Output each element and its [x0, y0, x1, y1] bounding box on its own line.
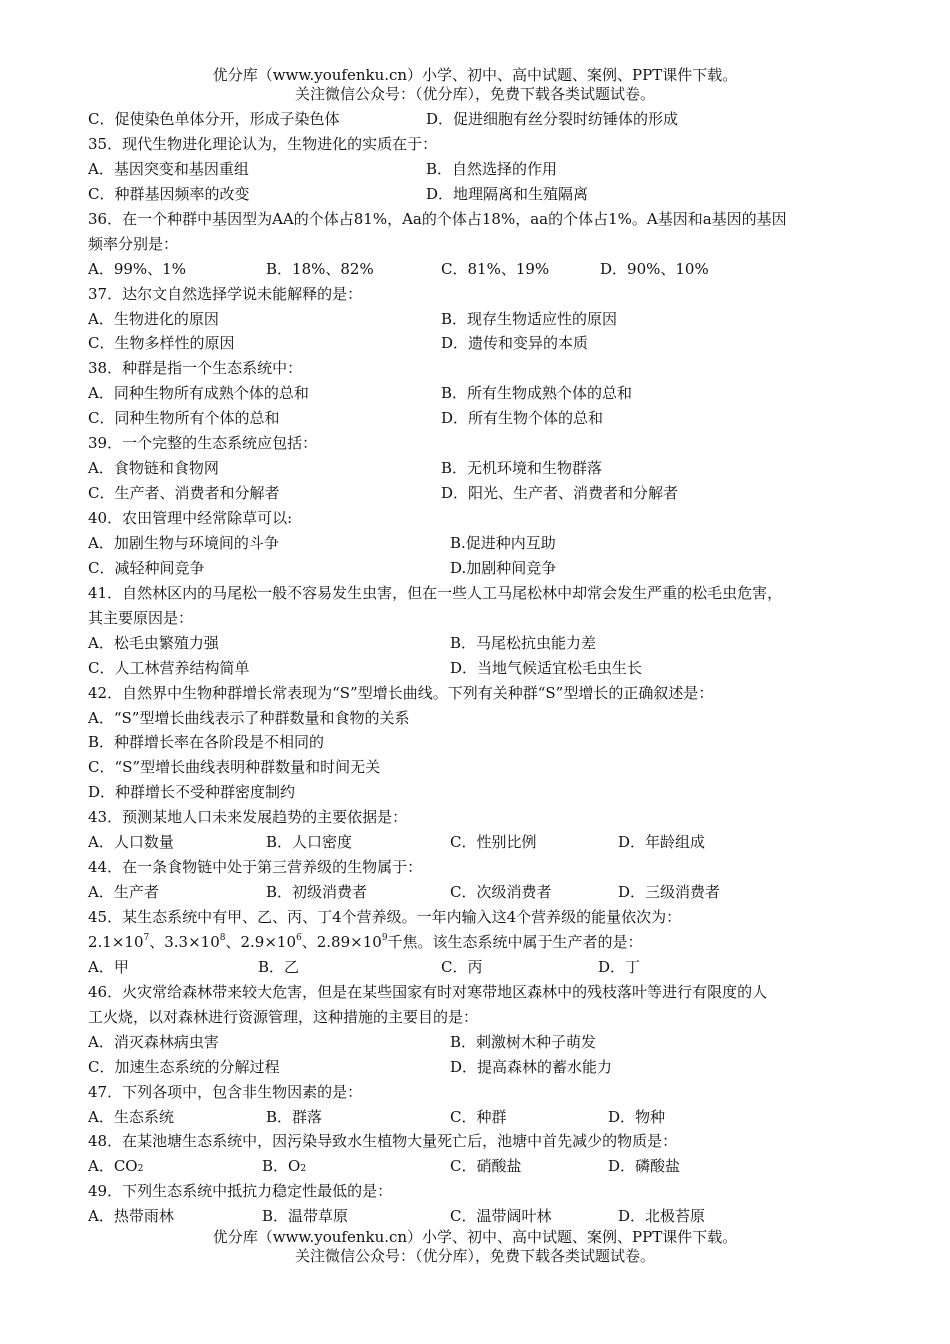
- option-b: B．群落: [266, 1107, 323, 1126]
- footer-line-1: 优分库（www.youfenku.cn）小学、初中、高中试题、案例、PPT课件下载。: [212, 1228, 738, 1246]
- option-d: D．物种: [608, 1107, 666, 1126]
- option-d: D．磷酸盐: [608, 1157, 681, 1176]
- question-stem: 45．某生态系统中有甲、乙、丙、丁4个营养级。一年内输入这4个营养级的能量依次为：: [88, 908, 682, 926]
- option-row: [88, 880, 878, 905]
- option-b: [262, 1154, 306, 1179]
- option-d: D．当地气候适宜松毛虫生长: [450, 658, 643, 677]
- energy-value-4: 、2.89×10: [301, 932, 382, 951]
- option-row: [88, 1105, 878, 1130]
- option-c: C．加速生态系统的分解过程: [88, 1057, 280, 1076]
- option-c: C．81%、19%: [441, 259, 550, 278]
- question-stem: 38．种群是指一个生态系统中：: [88, 359, 303, 378]
- option-row: [88, 656, 878, 681]
- option-c: C．种群: [450, 1107, 507, 1126]
- option-b: B．温带草原: [262, 1207, 349, 1226]
- option-row: [88, 556, 878, 581]
- option-a: A．加剧生物与环境间的斗争: [88, 533, 279, 552]
- question-stem: 36．在一个种群中基因型为AA的个体占81%，Aa的个体占18%，aa的个体占1%。A基因和a基因的基因: [88, 209, 787, 228]
- option-b: B．马尾松抗虫能力差: [450, 633, 597, 652]
- energy-exponent-1: 7: [143, 932, 150, 943]
- option-row: [88, 481, 878, 506]
- question-stem-tail: 千焦。该生态系统中属于生产者的是：: [387, 932, 643, 951]
- option-row: [88, 531, 878, 556]
- option-row: [88, 1055, 878, 1080]
- option-a: A．生态系统: [88, 1107, 174, 1126]
- question-stem: 43．预测某地人口未来发展趋势的主要依据是：: [88, 808, 408, 827]
- option-a: A．热带雨林: [88, 1207, 174, 1226]
- footer-line-2: 关注微信公众号：（优分库），免费下载各类试题试卷。: [294, 1247, 655, 1265]
- option-d: D．种群增长不受种群密度制约: [88, 783, 296, 802]
- option-c: C．减轻种间竞争: [88, 558, 205, 577]
- option-b: B．刺激树木种子萌发: [450, 1032, 597, 1051]
- option-a: A．松毛虫繁殖力强: [88, 633, 219, 652]
- question-stem: 39．一个完整的生态系统应包括：: [88, 434, 318, 453]
- option-d: D．遗传和变异的本质: [441, 334, 589, 353]
- option-a: A．食物链和食物网: [88, 459, 219, 478]
- option-row: [88, 406, 878, 431]
- option-row: [88, 307, 878, 332]
- page-header: [0, 66, 950, 104]
- option-d: D．地理隔离和生殖隔离: [426, 184, 589, 203]
- energy-exponent-4: 9: [381, 932, 388, 943]
- question-stem: 48．在某池塘生态系统中，因污染导致水生植物大量死亡后，池塘中首先减少的物质是：: [88, 1132, 678, 1151]
- option-a: A．生物进化的原因: [88, 309, 219, 328]
- option-row: [88, 257, 878, 282]
- option-row: [88, 830, 878, 855]
- question-stem: 44．在一条食物链中处于第三营养级的生物属于：: [88, 858, 423, 877]
- option-d: D．丁: [598, 957, 641, 976]
- option-b: B．无机环境和生物群落: [441, 459, 603, 478]
- question-stem-cont: [88, 930, 878, 955]
- option-a: A．人口数量: [88, 833, 174, 852]
- option-b: B．种群增长率在各阶段是不相同的: [88, 733, 325, 752]
- option-b: B．乙: [258, 957, 300, 976]
- option-c: C．“S”型增长曲线表明种群数量和时间无关: [88, 758, 381, 777]
- question-stem: 37．达尔文自然选择学说未能解释的是：: [88, 284, 363, 303]
- option-row: [88, 1204, 878, 1229]
- option-c: C．促使染色单体分开，形成子染色体: [88, 110, 340, 128]
- energy-exponent-2: 8: [219, 932, 226, 943]
- option-row: [88, 157, 878, 182]
- question-stem: 42．自然界中生物种群增长常表现为“S”型增长曲线。下列有关种群“S”型增长的正确叙述是：: [88, 683, 714, 702]
- option-row: [88, 107, 878, 132]
- question-stem: 49．下列生态系统中抵抗力稳定性最低的是：: [88, 1182, 393, 1201]
- question-stem-cont: 其主要原因是：: [88, 608, 194, 627]
- option-b: B．18%、82%: [266, 259, 374, 278]
- option-d: D．所有生物个体的总和: [441, 409, 604, 428]
- energy-value-2: 、3.3×10: [149, 932, 220, 951]
- option-c: C．丙: [441, 957, 483, 976]
- option-row: [88, 1154, 878, 1179]
- option-b: B.促进种内互助: [450, 533, 556, 552]
- option-row: [88, 182, 878, 207]
- option-d: D．三级消费者: [618, 883, 721, 902]
- header-line-1: 优分库（www.youfenku.cn）小学、初中、高中试题、案例、PPT课件下载。: [212, 66, 738, 84]
- option-a: A．生产者: [88, 883, 159, 902]
- energy-value-3: 、2.9×10: [225, 932, 297, 951]
- option-a: A．基因突变和基因重组: [88, 159, 249, 178]
- option-c: C．生物多样性的原因: [88, 334, 235, 353]
- header-line-2: 关注微信公众号：（优分库），免费下载各类试题试卷。: [294, 85, 655, 103]
- question-stem: 35．现代生物进化理论认为，生物进化的实质在于：: [88, 134, 438, 153]
- option-a: A．甲: [88, 957, 129, 976]
- option-row: [88, 331, 878, 356]
- option-a-subscript: 2: [137, 1164, 144, 1175]
- option-b-subscript: 2: [300, 1164, 307, 1175]
- option-a: A．“S”型增长曲线表示了种群数量和食物的关系: [88, 708, 410, 727]
- option-c: C．生产者、消费者和分解者: [88, 484, 280, 503]
- option-a: [88, 1154, 143, 1179]
- option-b: B．现存生物适应性的原因: [441, 309, 618, 328]
- option-row: [88, 955, 878, 980]
- option-a: A．99%、1%: [88, 259, 186, 278]
- energy-value-1: 2.1×10: [88, 932, 144, 951]
- option-c: C．同种生物所有个体的总和: [88, 409, 280, 428]
- option-b-text: B．O: [262, 1157, 301, 1176]
- question-stem: 41．自然林区内的马尾松一般不容易发生虫害，但在一些人工马尾松林中却常会发生严重的松毛虫危害，: [88, 583, 783, 602]
- question-stem: 47．下列各项中，包含非生物因素的是：: [88, 1082, 363, 1101]
- question-stem: 46．火灾常给森林带来较大危害，但是在某些国家有时对寒带地区森林中的残枝落叶等进行有限度的人: [88, 982, 768, 1001]
- option-c: C．人工林营养结构简单: [88, 658, 250, 677]
- question-stem: 40．农田管理中经常除草可以:: [88, 509, 293, 527]
- option-row: [88, 1030, 878, 1055]
- option-d: D．90%、10%: [600, 259, 709, 278]
- page-footer: [0, 1228, 950, 1266]
- option-row: [88, 631, 878, 656]
- question-list: [88, 107, 878, 1229]
- option-d: D．促进细胞有丝分裂时纺锤体的形成: [426, 110, 679, 128]
- option-row: [88, 456, 878, 481]
- option-d: D.加剧种间竞争: [450, 558, 557, 577]
- option-b: B．初级消费者: [266, 883, 368, 902]
- option-b: B．自然选择的作用: [426, 159, 558, 178]
- option-c: C．温带阔叶林: [450, 1207, 552, 1226]
- question-stem-cont: 工火烧，以对森林进行资源管理，这种措施的主要目的是：: [88, 1007, 479, 1026]
- option-c: C．种群基因频率的改变: [88, 184, 250, 203]
- option-d: D．年龄组成: [618, 833, 706, 852]
- option-b: B．所有生物成熟个体的总和: [441, 384, 633, 403]
- option-row: [88, 381, 878, 406]
- option-d: D．阳光、生产者、消费者和分解者: [441, 484, 679, 503]
- option-d: D．北极苔原: [618, 1207, 706, 1226]
- energy-exponent-3: 6: [296, 932, 302, 943]
- option-a: A．消灭森林病虫害: [88, 1032, 219, 1051]
- option-a-text: A．CO: [88, 1157, 138, 1176]
- option-d: D．提高森林的蓄水能力: [450, 1057, 613, 1076]
- option-c: C．性别比例: [450, 833, 537, 852]
- option-a: A．同种生物所有成熟个体的总和: [88, 384, 309, 403]
- question-stem-cont: 频率分别是：: [88, 234, 179, 253]
- option-b: B．人口密度: [266, 833, 353, 852]
- option-c: C．次级消费者: [450, 883, 552, 902]
- option-c: C．硝酸盐: [450, 1157, 522, 1176]
